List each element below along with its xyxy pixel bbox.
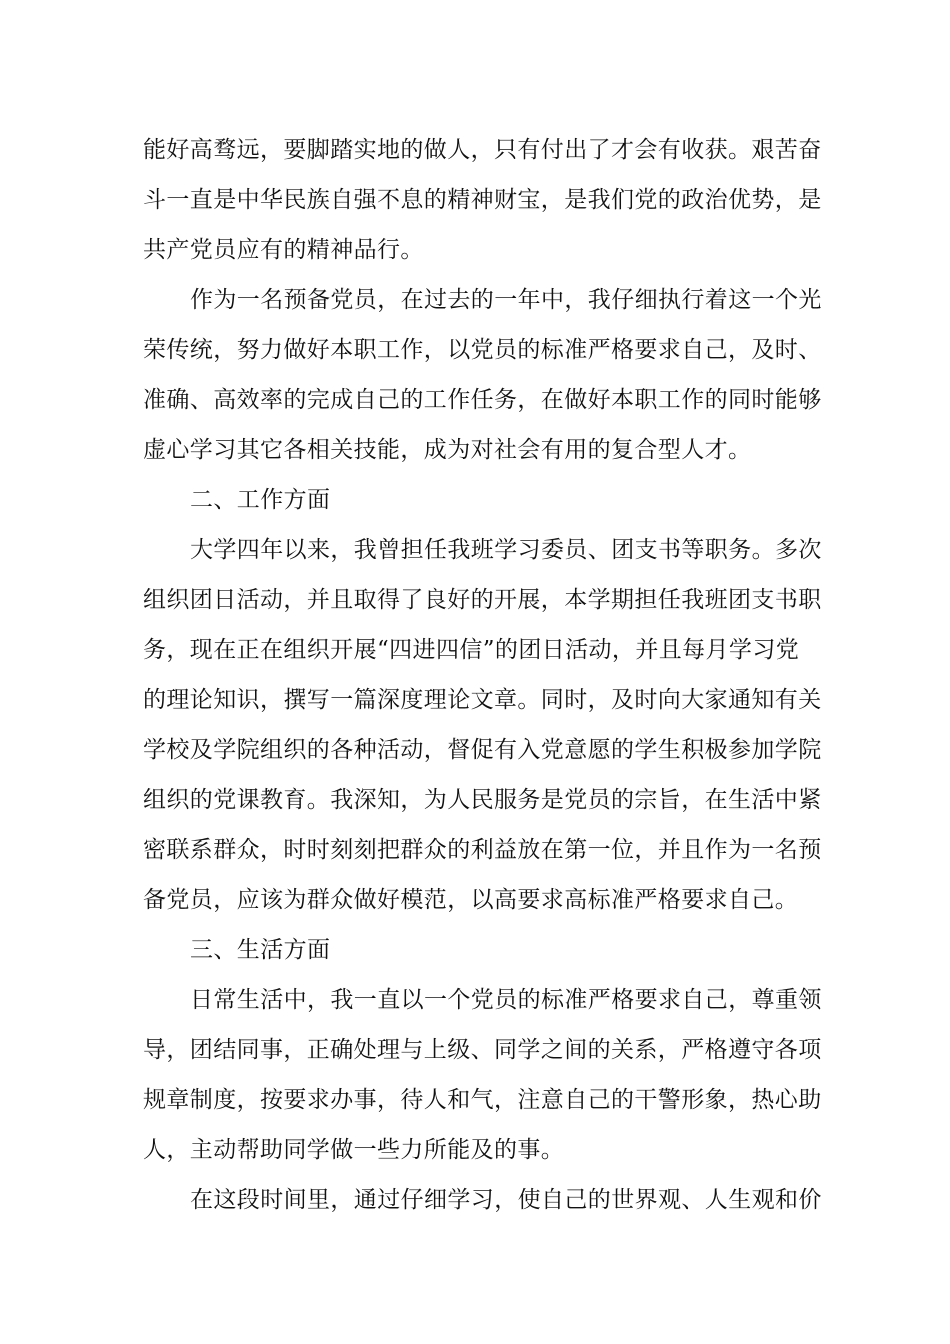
text-line: 密联系群众，时时刻刻把群众的利益放在第一位，并且作为一名预 (143, 837, 822, 863)
text-line: 准确、高效率的完成自己的工作任务，在做好本职工作的同时能够 (143, 387, 822, 413)
text-line: 的理论知识，撰写一篇深度理论文章。同时，及时向大家通知有关 (143, 687, 822, 713)
text-line: 共产党员应有的精神品行。 (143, 237, 424, 263)
text-line: 荣传统，努力做好本职工作，以党员的标准严格要求自己，及时、 (143, 337, 822, 363)
text-line: 务，现在正在组织开展“四进四信”的团日活动，并且每月学习党 (143, 637, 800, 663)
text-line: 人，主动帮助同学做一些力所能及的事。 (143, 1137, 565, 1163)
text-line: 组织团日活动，并且取得了良好的开展，本学期担任我班团支书职 (143, 587, 822, 613)
paragraph-first-line: 大学四年以来，我曾担任我班学习委员、团支书等职务。多次 (190, 537, 822, 563)
text-line: 导，团结同事，正确处理与上级、同学之间的关系，严格遵守各项 (143, 1037, 822, 1063)
paragraph-first-line: 作为一名预备党员，在过去的一年中，我仔细执行着这一个光 (190, 287, 822, 313)
text-line: 组织的党课教育。我深知，为人民服务是党员的宗旨，在生活中紧 (143, 787, 822, 813)
text-line: 斗一直是中华民族自强不息的精神财宝，是我们党的政治优势，是 (143, 187, 822, 213)
paragraph-first-line: 日常生活中，我一直以一个党员的标准严格要求自己，尊重领 (190, 987, 822, 1013)
text-line: 能好高骛远，要脚踏实地的做人，只有付出了才会有收获。艰苦奋 (143, 137, 822, 163)
section-heading: 三、生活方面 (190, 937, 331, 963)
text-line: 备党员，应该为群众做好模范，以高要求高标准严格要求自己。 (143, 887, 799, 913)
text-line: 学校及学院组织的各种活动，督促有入党意愿的学生积极参加学院 (143, 737, 822, 763)
paragraph-first-line: 在这段时间里，通过仔细学习，使自己的世界观、人生观和价 (190, 1187, 822, 1213)
text-line: 虚心学习其它各相关技能，成为对社会有用的复合型人才。 (143, 437, 752, 463)
section-heading: 二、工作方面 (190, 487, 331, 513)
text-line: 规章制度，按要求办事，待人和气，注意自己的干警形象，热心助 (143, 1087, 822, 1113)
